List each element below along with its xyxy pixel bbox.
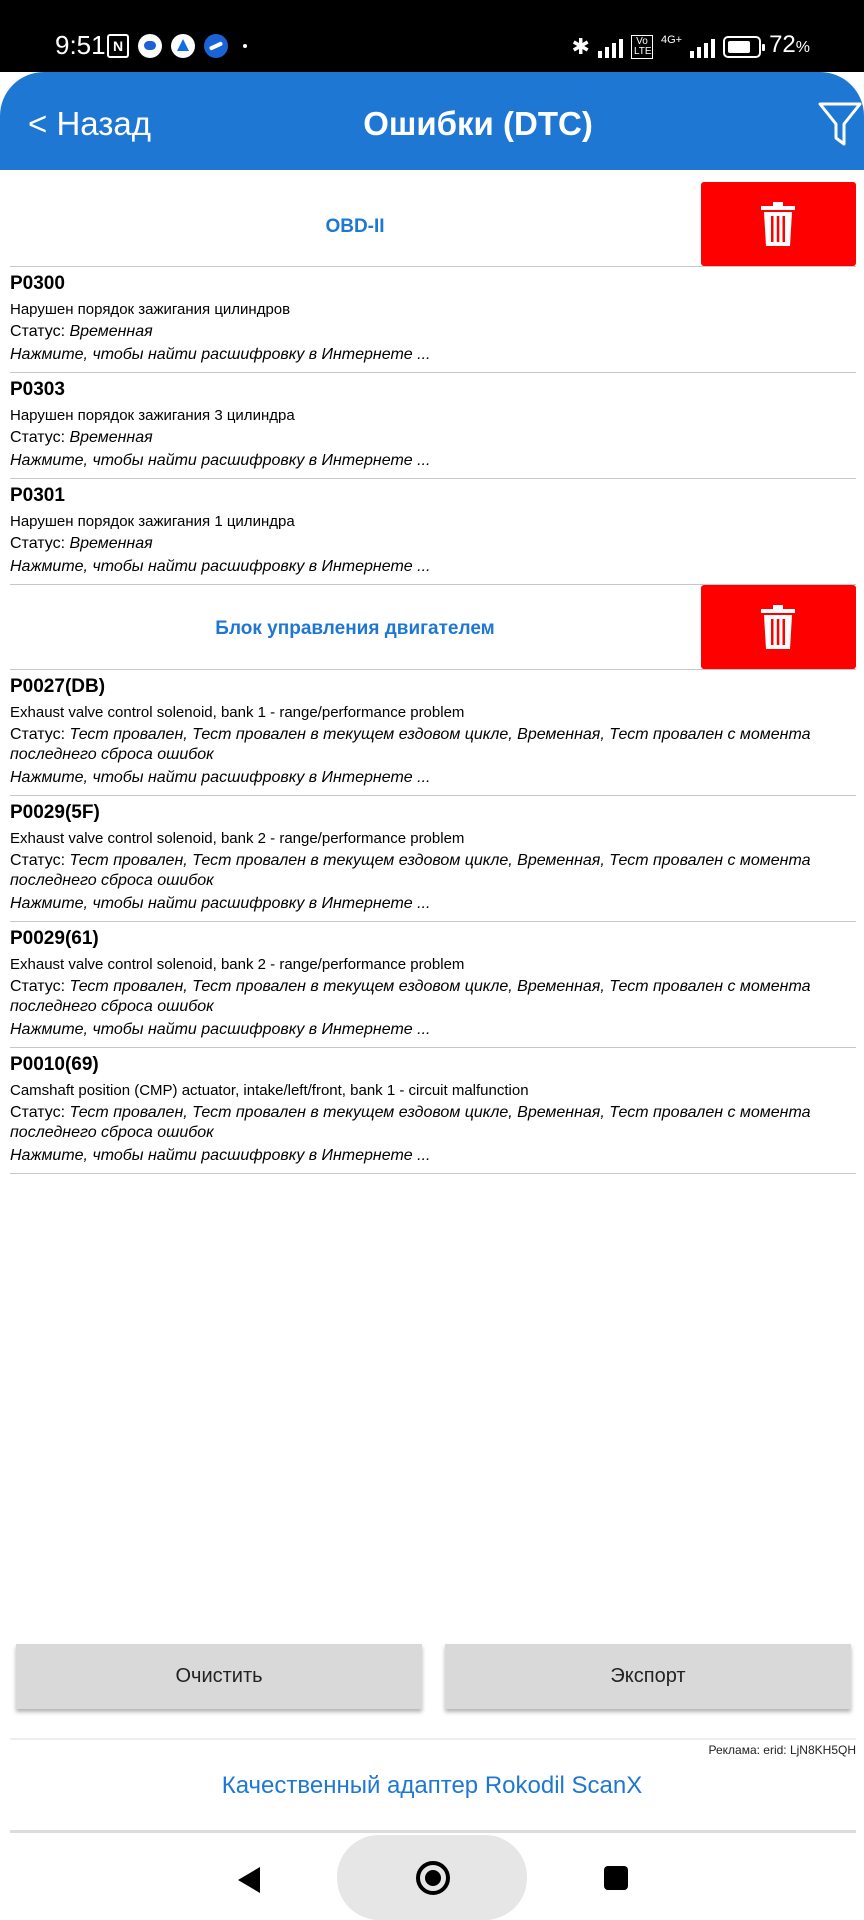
divider	[10, 266, 856, 267]
dtc-status: Статус: Тест провален, Тест провален в текущем ездовом цикле, Временная, Тест провален с момента последнего сброса ошибок	[10, 978, 811, 1015]
divider	[10, 372, 856, 373]
nav-back-icon[interactable]	[236, 1865, 262, 1900]
dtc-code: P0029(5F)	[10, 802, 100, 823]
dtc-description: Нарушен порядок зажигания цилиндров	[10, 301, 291, 318]
dtc-description: Camshaft position (CMP) actuator, intake/left/front, bank 1 - circuit malfunction	[10, 1082, 529, 1099]
dtc-search-link[interactable]: Нажмите, чтобы найти расшифровку в Интернете ...	[10, 452, 431, 469]
dtc-status: Статус: Тест провален, Тест провален в текущем ездовом цикле, Временная, Тест провален с момента последнего сброса ошибок	[10, 852, 811, 889]
ad-divider	[10, 1738, 856, 1740]
network-type: 4G+	[660, 34, 683, 46]
divider	[10, 669, 856, 670]
dtc-item-p0303[interactable]	[10, 378, 856, 471]
status-bar	[0, 0, 864, 72]
dtc-item-p0029-5f[interactable]	[10, 801, 856, 914]
dtc-status: Статус: Тест провален, Тест провален в текущем ездовом цикле, Временная, Тест провален с момента последнего сброса ошибок	[10, 1104, 811, 1141]
more-notifications-dot	[243, 44, 247, 48]
app-bar	[0, 72, 864, 170]
navigation-icon	[171, 34, 195, 58]
dtc-search-link[interactable]: Нажмите, чтобы найти расшифровку в Интернете ...	[10, 769, 431, 786]
ad-link[interactable]: Качественный адаптер Rokodil ScanX	[221, 1772, 643, 1799]
clear-button[interactable]: Очистить	[16, 1644, 422, 1709]
dtc-search-link[interactable]: Нажмите, чтобы найти расшифровку в Интернете ...	[10, 1147, 431, 1164]
dtc-status: Статус: Временная	[10, 535, 153, 552]
divider	[10, 478, 856, 479]
dtc-description: Exhaust valve control solenoid, bank 2 - range/performance problem	[10, 830, 465, 847]
dtc-search-link[interactable]: Нажмите, чтобы найти расшифровку в Интернете ...	[10, 895, 431, 912]
dtc-status: Статус: Временная	[10, 429, 153, 446]
bluetooth-icon: ✱	[571, 33, 590, 59]
divider	[10, 1173, 856, 1174]
dtc-code: P0010(69)	[10, 1054, 99, 1075]
signal-icon	[598, 36, 623, 58]
nfc-icon: N	[107, 34, 129, 58]
divider	[10, 921, 856, 922]
dtc-item-p0029-61[interactable]	[10, 927, 856, 1040]
notification-icons	[107, 34, 247, 58]
section-header-obd2	[0, 182, 864, 266]
export-button[interactable]: Экспорт	[445, 1644, 851, 1709]
dtc-code: P0029(61)	[10, 928, 99, 949]
dtc-item-p0301[interactable]	[10, 484, 856, 577]
filter-icon[interactable]	[818, 100, 862, 148]
app-icon	[204, 34, 228, 58]
system-icons	[572, 32, 810, 61]
back-button[interactable]: < Назад	[28, 105, 151, 142]
battery-icon	[723, 36, 761, 58]
dtc-description: Нарушен порядок зажигания 3 цилиндра	[10, 407, 295, 424]
dtc-item-p0010[interactable]	[10, 1053, 856, 1166]
dtc-status: Статус: Тест провален, Тест провален в текущем ездовом цикле, Временная, Тест провален с момента последнего сброса ошибок	[10, 726, 811, 763]
dtc-code: P0027(DB)	[10, 676, 106, 697]
dtc-description: Exhaust valve control solenoid, bank 2 - range/performance problem	[10, 956, 465, 973]
section-title: OBD-II	[325, 216, 385, 237]
clock: 9:51	[55, 30, 106, 60]
dtc-search-link[interactable]: Нажмите, чтобы найти расшифровку в Интернете ...	[10, 558, 431, 575]
trash-icon	[761, 202, 795, 246]
page-title: Ошибки (DTC)	[363, 105, 593, 142]
dtc-status: Статус: Временная	[10, 323, 153, 340]
section-header-ecu	[0, 585, 864, 669]
divider	[10, 795, 856, 796]
battery-percent: 72%	[769, 31, 810, 58]
volte-badge: Vo LTE	[631, 35, 653, 59]
divider	[10, 1047, 856, 1048]
nav-home-icon[interactable]	[337, 1835, 527, 1920]
dtc-code: P0301	[10, 485, 65, 506]
dtc-code: P0303	[10, 379, 65, 400]
delete-obd2-button[interactable]	[701, 182, 856, 266]
dtc-code: P0300	[10, 273, 65, 294]
dtc-item-p0300[interactable]	[10, 272, 856, 365]
ad-label: Реклама: erid: LjN8KH5QH	[708, 1743, 856, 1757]
nav-recents-icon[interactable]	[604, 1866, 628, 1890]
section-title: Блок управления двигателем	[215, 618, 495, 639]
dtc-search-link[interactable]: Нажмите, чтобы найти расшифровку в Интернете ...	[10, 346, 431, 363]
dtc-item-p0027[interactable]	[10, 675, 856, 788]
trash-icon	[761, 605, 795, 649]
system-nav-bar	[0, 1835, 864, 1920]
delete-ecu-button[interactable]	[701, 585, 856, 669]
messenger-icon	[138, 34, 162, 58]
dtc-description: Нарушен порядок зажигания 1 цилиндра	[10, 513, 295, 530]
dtc-search-link[interactable]: Нажмите, чтобы найти расшифровку в Интернете ...	[10, 1021, 431, 1038]
signal-icon-2	[690, 36, 715, 58]
ad-divider-bottom	[10, 1830, 856, 1833]
dtc-description: Exhaust valve control solenoid, bank 1 - range/performance problem	[10, 704, 465, 721]
